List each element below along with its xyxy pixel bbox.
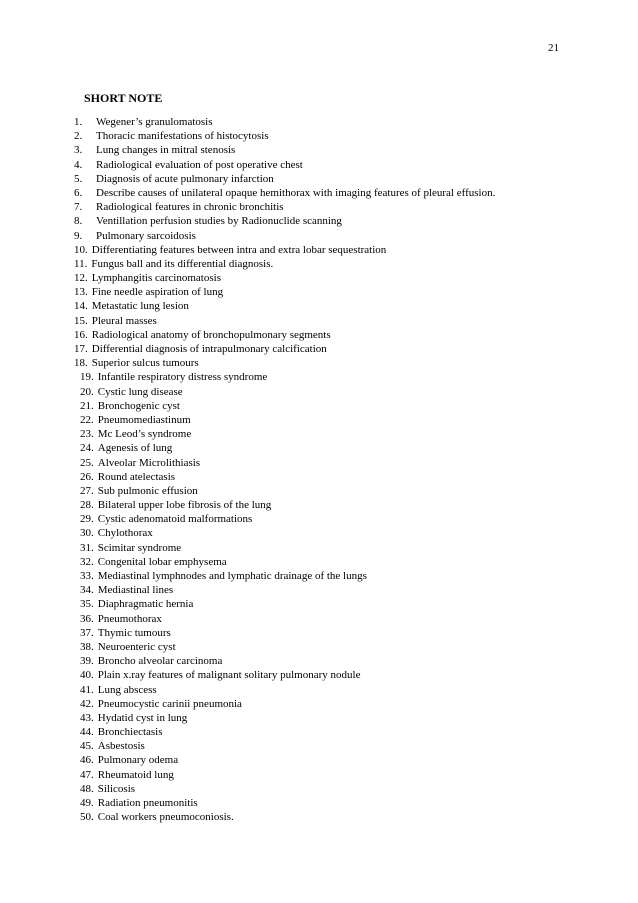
list-item <box>74 314 614 328</box>
list-item-number: 18. <box>74 357 88 370</box>
list-item-number: 28. <box>80 499 94 512</box>
list-item <box>74 186 614 200</box>
list-item <box>74 555 614 569</box>
list-item-text: Bilateral upper lobe fibrosis of the lung <box>97 499 272 512</box>
list-item-number: 47. <box>80 768 94 781</box>
list-item-number: 15. <box>74 314 88 327</box>
list-item-text: Diagnosis of acute pulmonary infarction <box>96 172 274 185</box>
list-item <box>74 470 614 484</box>
list-item <box>74 640 614 654</box>
list-item-text: Bronchogenic cyst <box>97 399 180 412</box>
list-item <box>74 356 614 370</box>
list-item <box>74 739 614 753</box>
list-item <box>74 271 614 285</box>
list-item-number: 44. <box>80 726 94 739</box>
list-item <box>74 328 614 342</box>
list-item-text: Mediastinal lines <box>97 584 174 597</box>
list-item-text: Ventillation perfusion studies by Radionuclide scanning <box>96 215 342 228</box>
list-item-text: Rheumatoid lung <box>97 768 174 781</box>
list-item <box>74 512 614 526</box>
list-item <box>74 683 614 697</box>
list-item-text: Fungus ball and its differential diagnosis. <box>91 257 274 270</box>
list-item-number: 34. <box>80 584 94 597</box>
list-item <box>74 597 614 611</box>
list-item-text: Silicosis <box>97 782 136 795</box>
list-item <box>74 796 614 810</box>
list-item-number: 40. <box>80 669 94 682</box>
list-item-text: Agenesis of lung <box>97 442 173 455</box>
list-item <box>74 143 614 157</box>
list-item-number: 45. <box>80 740 94 753</box>
list-item-number: 3. <box>74 144 83 157</box>
list-item <box>74 285 614 299</box>
list-item <box>74 172 614 186</box>
list-item-text: Sub pulmonic effusion <box>97 484 198 497</box>
list-item <box>74 526 614 540</box>
list-item-text: Radiological anatomy of bronchopulmonary segments <box>91 328 331 341</box>
list-item-number: 22. <box>80 413 94 426</box>
list-item-number: 29. <box>80 513 94 526</box>
list-item-number: 12. <box>74 272 88 285</box>
list-item <box>74 456 614 470</box>
list-item-number: 2. <box>74 130 83 143</box>
list-item-number: 23. <box>80 428 94 441</box>
list-item <box>74 725 614 739</box>
list-item-number: 35. <box>80 598 94 611</box>
list-item-text: Infantile respiratory distress syndrome <box>97 371 268 384</box>
list-item-number: 26. <box>80 470 94 483</box>
list-item-number: 8. <box>74 215 83 228</box>
list-item-text: Lung abscess <box>97 683 157 696</box>
list-item-text: Mc Leod’s syndrome <box>97 428 192 441</box>
list-item <box>74 370 614 384</box>
list-item-text: Hydatid cyst in lung <box>97 711 188 724</box>
list-item-text: Pulmonary sarcoidosis <box>96 229 196 242</box>
list-item <box>74 768 614 782</box>
list-item <box>74 810 614 824</box>
list-item-text: Bronchiectasis <box>97 726 163 739</box>
list-item-text: Pneumothorax <box>97 612 162 625</box>
list-item-text: Pleural masses <box>91 314 157 327</box>
list-item <box>74 484 614 498</box>
list-item-number: 32. <box>80 555 94 568</box>
list-item <box>74 413 614 427</box>
list-item <box>74 711 614 725</box>
list-item-number: 30. <box>80 527 94 540</box>
list-item-text: Superior sulcus tumours <box>91 357 199 370</box>
list-item-number: 38. <box>80 640 94 653</box>
list-item-text: Metastatic lung lesion <box>91 300 189 313</box>
list-item <box>74 654 614 668</box>
list-item <box>74 257 614 271</box>
list-item-number: 36. <box>80 612 94 625</box>
list-item-number: 39. <box>80 655 94 668</box>
page-heading: SHORT NOTE <box>84 91 163 105</box>
list-item-number: 20. <box>80 385 94 398</box>
list-item-text: Cystic adenomatoid malformations <box>97 513 253 526</box>
list-item-number: 11. <box>74 257 88 270</box>
list-item <box>74 229 614 243</box>
list-item-text: Describe causes of unilateral opaque hemithorax with imaging features of pleural effusion. <box>96 186 496 199</box>
list-item-number: 27. <box>80 484 94 497</box>
list-item <box>74 569 614 583</box>
list-item-number: 42. <box>80 697 94 710</box>
list-item-text: Congenital lobar emphysema <box>97 555 227 568</box>
list-item-text: Pneumomediastinum <box>97 413 191 426</box>
list-item-number: 24. <box>80 442 94 455</box>
list-item-text: Radiation pneumonitis <box>97 797 198 809</box>
list-item-number: 31. <box>80 541 94 554</box>
list-item-text: Wegener’s granulomatosis <box>96 116 213 128</box>
list-item-number: 21. <box>80 399 94 412</box>
list-item-number: 13. <box>74 286 88 299</box>
list-item-number: 9. <box>74 229 83 242</box>
list-item-number: 25. <box>80 456 94 469</box>
list-item-text: Radiological evaluation of post operative chest <box>96 158 303 171</box>
list-item <box>74 782 614 796</box>
list-item-number: 41. <box>80 683 94 696</box>
list-item <box>74 342 614 356</box>
list-item <box>74 441 614 455</box>
list-item-number: 33. <box>80 570 94 582</box>
list-item <box>74 385 614 399</box>
list-item-text: Lymphangitis carcinomatosis <box>91 272 221 285</box>
list-item-text: Diaphragmatic hernia <box>97 598 194 611</box>
list-item <box>74 158 614 172</box>
list-item <box>74 626 614 640</box>
list-item-text: Thoracic manifestations of histocytosis <box>96 130 269 143</box>
list-item-text: Chylothorax <box>97 527 153 540</box>
list-item-number: 16. <box>74 328 88 341</box>
list-item-text: Radiological features in chronic bronchitis <box>96 201 284 214</box>
list-item <box>74 427 614 441</box>
list-item-text: Neuroenteric cyst <box>97 640 176 653</box>
list-item <box>74 697 614 711</box>
list-item <box>74 612 614 626</box>
list-item <box>74 299 614 313</box>
list-item <box>74 243 614 257</box>
list-item-text: Mediastinal lymphnodes and lymphatic drainage of the lungs <box>97 570 367 582</box>
list-item-text: Scimitar syndrome <box>97 541 182 554</box>
list-item-text: Plain x.ray features of malignant solitary pulmonary nodule <box>97 669 361 682</box>
list-item-text: Cystic lung disease <box>97 385 183 398</box>
list-item-text: Pneumocystic carinii pneumonia <box>97 697 242 710</box>
list-item <box>74 541 614 555</box>
list-item-number: 50. <box>80 811 94 824</box>
list-item-number: 17. <box>74 343 88 355</box>
list-item <box>74 115 614 129</box>
list-item <box>74 399 614 413</box>
list-item-number: 6. <box>74 186 83 199</box>
list-item-text: Asbestosis <box>97 740 145 753</box>
list-item-number: 1. <box>74 116 83 128</box>
list-item-number: 43. <box>80 711 94 724</box>
short-note-list <box>74 115 614 824</box>
list-item-number: 4. <box>74 158 83 171</box>
list-item <box>74 583 614 597</box>
list-item-text: Broncho alveolar carcinoma <box>97 655 223 668</box>
list-item-number: 10. <box>74 243 88 256</box>
list-item-number: 49. <box>80 797 94 809</box>
list-item <box>74 214 614 228</box>
list-item-text: Differential diagnosis of intrapulmonary calcification <box>91 343 327 355</box>
list-item <box>74 200 614 214</box>
list-item-number: 46. <box>80 754 94 767</box>
list-item-text: Lung changes in mitral stenosis <box>96 144 236 157</box>
list-item-number: 7. <box>74 201 83 214</box>
list-item-number: 14. <box>74 300 88 313</box>
list-item-number: 37. <box>80 626 94 639</box>
list-item-number: 5. <box>74 172 83 185</box>
list-item <box>74 129 614 143</box>
page-number: 21 <box>548 42 559 54</box>
list-item-number: 48. <box>80 782 94 795</box>
list-item <box>74 668 614 682</box>
list-item-number: 19. <box>80 371 94 384</box>
list-item <box>74 498 614 512</box>
list-item-text: Thymic tumours <box>97 626 171 639</box>
list-item <box>74 753 614 767</box>
list-item-text: Fine needle aspiration of lung <box>91 286 224 299</box>
list-item-text: Round atelectasis <box>97 470 176 483</box>
list-item-text: Differentiating features between intra and extra lobar sequestration <box>91 243 387 256</box>
list-item-text: Pulmonary odema <box>97 754 179 767</box>
list-item-text: Alveolar Microlithiasis <box>97 456 201 469</box>
list-item-text: Coal workers pneumoconiosis. <box>97 811 234 824</box>
